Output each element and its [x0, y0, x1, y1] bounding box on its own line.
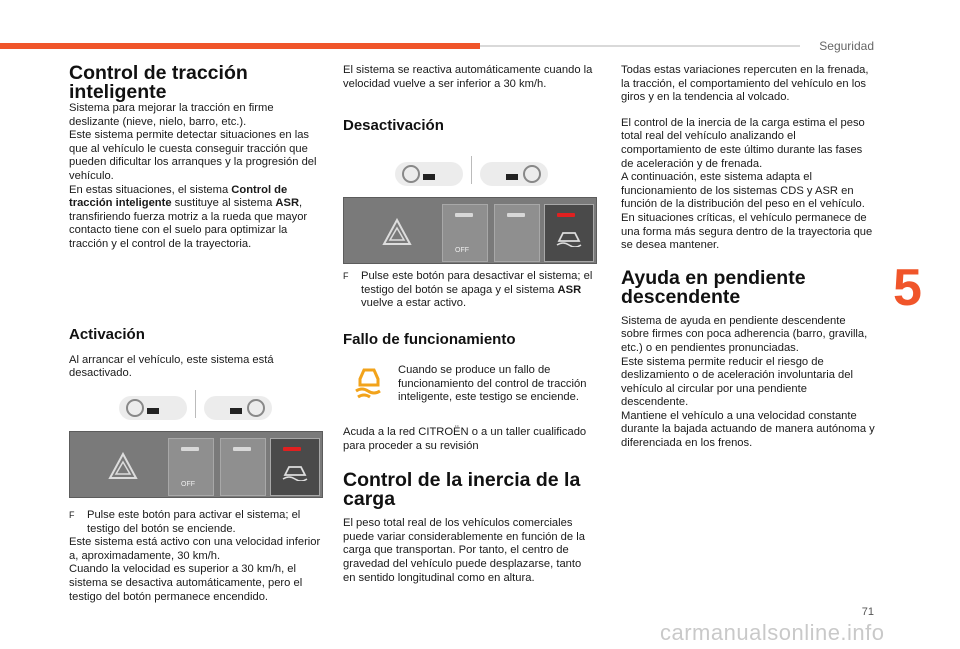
traction-warning-icon — [352, 365, 386, 399]
hazard-icon — [108, 452, 138, 480]
dashboard-left — [119, 396, 187, 420]
intro-3-asr: ASR — [275, 197, 300, 210]
activation-text: Al arrancar el vehículo, este sistema está desactivado. — [69, 353, 274, 380]
esp-off-button[interactable] — [442, 204, 488, 262]
page-number: 71 — [861, 606, 874, 618]
bullet-deactivate-asr: ASR — [557, 283, 582, 296]
malfunction-text: Cuando se produce un fallo de funcionamiento del control de tracción inteligente, este testigo se enciende. — [398, 364, 587, 404]
chapter-number: 5 — [893, 259, 922, 317]
off-label: OFF — [181, 481, 195, 488]
column-2 — [343, 64, 593, 135]
hazard-icon — [382, 218, 412, 246]
section-label: Seguridad — [819, 39, 874, 53]
button-led — [507, 213, 525, 217]
title-load-inertia: Control de la inercia de la carga — [343, 469, 581, 511]
intro-3-bold: Control de tracción inteligente — [69, 183, 288, 210]
traction-control-button[interactable] — [270, 438, 320, 496]
hill-text-1: Sistema de ayuda en pendiente descendente sobre firmes con poca adherencia (barro, gravilla, etc.) o en pendientes pronunciadas. — [621, 314, 868, 354]
intro-3-part: En estas situaciones, el sistema — [69, 183, 232, 196]
car-skid-icon — [281, 463, 309, 481]
dashboard-left — [395, 162, 463, 186]
button-led — [233, 447, 251, 451]
variations-text: Todas estas variaciones repercuten en la frenada, la tracción, el comportamiento del vehículo en los giros y en la tendencia al volcado. — [621, 64, 869, 104]
steering-wheel-icon — [395, 162, 463, 186]
bullet-deactivate-text: vuelve a estar activo. — [361, 297, 467, 310]
intro-3-part: sustituye al sistema — [171, 197, 276, 210]
dashboard-right — [480, 162, 548, 186]
column-1 — [69, 64, 325, 389]
column-1-bottom — [69, 509, 325, 604]
hill-descent-button[interactable] — [220, 438, 266, 496]
button-led — [455, 213, 473, 217]
button-led — [283, 447, 301, 451]
inertia-text: El peso total real de los vehículos comerciales puede variar considerablemente en función de la carga que transportan. Por tanto, el centro de gravedad del vehículo puede desplazarse, tanto en sentido longitudinal como en altura. — [343, 517, 585, 584]
bullet-deactivate-text: Pulse este botón para desactivar el sistema; el testigo del botón se apaga y el sistema — [361, 270, 593, 296]
malfunction-after: Acuda a la red CITROËN o a un taller cualificado para proceder a su revisión — [343, 426, 587, 452]
title-traction-control: Control de tracción inteligente — [69, 62, 248, 103]
column-2-lower — [343, 270, 593, 349]
activation-above-speed: Cuando la velocidad es superior a 30 km/h, el sistema se desactiva automáticamente, pero el testigo del botón permanece encendido. — [69, 563, 303, 603]
steering-wheel-icon — [480, 162, 548, 186]
bullet-activate — [69, 509, 325, 536]
hill-text-3: Mantiene el vehículo a una velocidad constante durante la bajada actuando de manera autónoma y diferenciada en los frenos. — [621, 409, 875, 450]
hill-text-2: Este sistema permite reducir el riesgo de deslizamiento o de aceleración involuntaria del vehículo al circular por una pendiente descendente. — [621, 355, 853, 409]
column-3 — [621, 64, 876, 451]
column-2-bottom — [343, 426, 593, 593]
bullet-marker: F — [343, 271, 349, 281]
off-label: OFF — [455, 247, 469, 254]
title-deactivation: Desactivación — [343, 117, 444, 135]
traction-control-button[interactable] — [544, 204, 594, 262]
intro-3 — [69, 184, 325, 252]
watermark: carmanualsonline.info — [660, 620, 885, 645]
car-skid-icon — [555, 229, 583, 247]
title-hill-descent: Ayuda en pendiente descendente — [621, 266, 806, 308]
header-divider — [480, 45, 800, 47]
intro-3-part: , transfiriendo fuerza motriz a la rueda que mayor contacto tiene con el suelo para optimizar la tracción y el control de la trayectoria. — [69, 197, 308, 250]
header-accent-bar — [0, 43, 480, 49]
button-led — [181, 447, 199, 451]
dashboard-right — [204, 396, 272, 420]
button-panel-2 — [343, 197, 597, 264]
steering-wheel-icon — [119, 396, 187, 420]
hill-descent-button[interactable] — [494, 204, 540, 262]
malfunction-block — [398, 364, 593, 413]
bullet-activate-text: Pulse este botón para activar el sistema; el testigo del botón se enciende. — [87, 509, 301, 535]
activation-speed: Este sistema está activo con una velocidad inferior a, aproximadamente, 30 km/h. — [69, 536, 321, 562]
intro-1: Sistema para mejorar la tracción en firme deslizante (nieve, nielo, barro, etc.). — [69, 102, 274, 128]
title-malfunction: Fallo de funcionamiento — [343, 330, 516, 348]
divider — [195, 390, 196, 418]
button-panel-1 — [69, 431, 323, 498]
inertia-estimate-text: El control de la inercia de la carga estima el peso total real del vehículo analizando el comportamiento de este último durante las fases de aceleración y de frenada. — [621, 116, 865, 170]
esp-off-button[interactable] — [168, 438, 214, 496]
bullet-deactivate — [343, 270, 593, 311]
button-led — [557, 213, 575, 217]
divider — [471, 156, 472, 184]
reactivation-text: El sistema se reactiva automáticamente cuando la velocidad vuelve a ser inferior a 30 km/h. — [343, 64, 593, 90]
steering-wheel-icon — [204, 396, 272, 420]
title-activation: Activación — [69, 325, 145, 343]
intro-2: Este sistema permite detectar situaciones en las que al vehículo le cuesta conseguir tracción que pueden dificultar los arranques y la progresión del vehículo. — [69, 129, 317, 182]
bullet-marker: F — [69, 510, 75, 520]
inertia-adapt-text: A continuación, este sistema adapta el funcionamiento de los sistemas CDS y ASR en función de la distribución del peso en el vehículo. En situaciones críticas, el vehículo permanece de una forma más segura dentro de la trayectoria que se desea mantener. — [621, 171, 873, 252]
